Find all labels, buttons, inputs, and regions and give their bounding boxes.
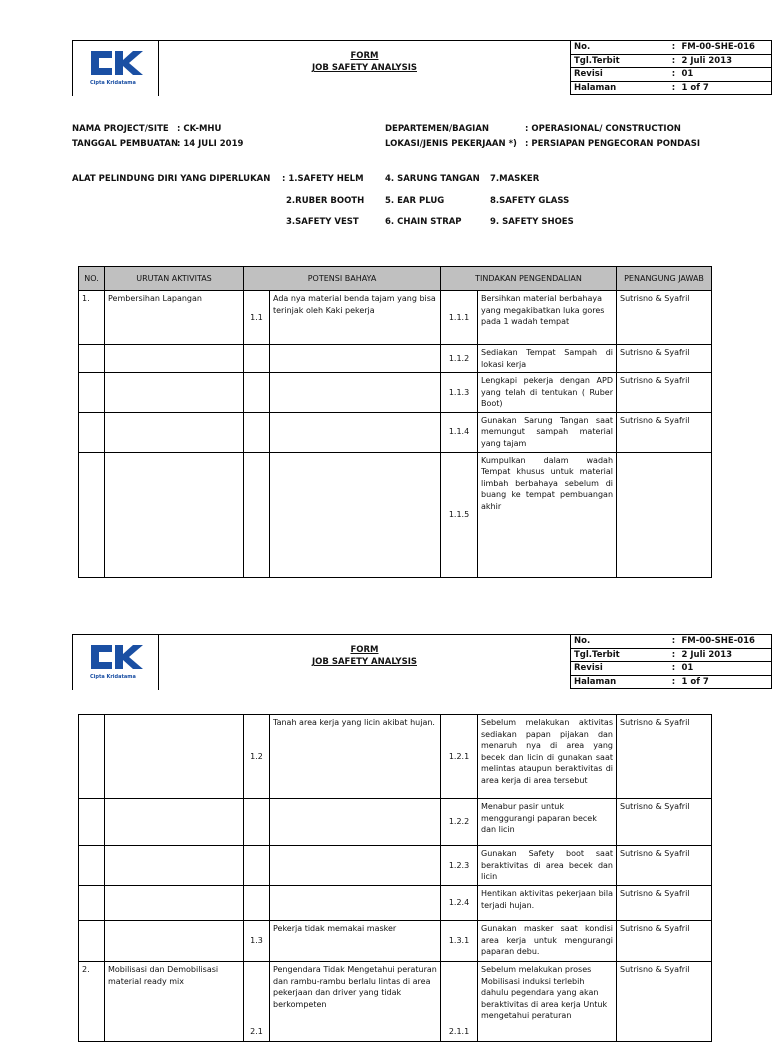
table-cell: 01: [679, 662, 772, 676]
logo-shape: [91, 51, 112, 75]
table-cell: 01: [679, 68, 772, 82]
apd-item: 5. EAR PLUG: [385, 196, 445, 206]
table-cell: [79, 452, 105, 577]
table-cell: [79, 373, 105, 413]
table-cell: Sutrisno & Syafril: [617, 921, 712, 962]
table-cell: [79, 412, 105, 452]
form-subtitle: JOB SAFETY ANALYSIS: [312, 657, 417, 667]
form-subtitle: JOB SAFETY ANALYSIS: [312, 63, 417, 73]
table-row: [79, 715, 712, 799]
table-cell: [79, 886, 105, 921]
table-cell: Tgl.Terbit: [571, 54, 669, 68]
table-cell: 2 Juli 2013: [679, 648, 772, 662]
table-cell: Halaman: [571, 675, 669, 689]
table-cell: Revisi: [571, 68, 669, 82]
dept-label: DEPARTEMEN/BAGIAN: [385, 124, 490, 134]
table-cell: FM-00-SHE-016: [679, 635, 772, 649]
table-cell: [270, 799, 441, 846]
apd-item: 3.SAFETY VEST: [286, 217, 359, 227]
table-cell: Gunakan Safety boot saat beraktivitas di area becek dan licin: [478, 846, 617, 886]
meta-row: [571, 675, 772, 689]
table-cell: 2.1: [244, 962, 270, 1042]
meta-row: [571, 635, 772, 649]
table-cell: Pembersihan Lapangan: [105, 291, 244, 345]
table-cell: Gunakan Sarung Tangan saat memungut sampah material yang tajam: [478, 412, 617, 452]
table-row: [79, 373, 712, 413]
table-cell: :: [669, 662, 679, 676]
table-cell: 1.2.3: [441, 846, 478, 886]
table-cell: [270, 846, 441, 886]
table-row: [79, 412, 712, 452]
table-cell: [79, 799, 105, 846]
table-cell: Tanah area kerja yang licin akibat hujan.: [270, 715, 441, 799]
table-cell: Kumpulkan dalam wadah Tempat khusus untuk material limbah berbahaya sebelum di buang ke tempat pembuangan akhir: [478, 452, 617, 577]
table-cell: [79, 345, 105, 373]
date-label: TANGGAL PEMBUATAN: [72, 139, 179, 149]
table-header-row: [79, 267, 712, 291]
project-label: NAMA PROJECT/SITE: [72, 124, 169, 134]
table-cell: :: [669, 54, 679, 68]
table-cell: Lengkapi pekerja dengan APD yang telah di tentukan ( Ruber Boot): [478, 373, 617, 413]
form-title: FORM: [350, 51, 379, 61]
table-cell: Sutrisno & Syafril: [617, 291, 712, 345]
jsa-table-continued: [78, 714, 712, 1042]
company-logo: [72, 634, 159, 690]
table-cell: [244, 886, 270, 921]
apd-item: 4. SARUNG TANGAN: [385, 174, 480, 184]
table-cell: [617, 452, 712, 577]
table-cell: [244, 373, 270, 413]
table-cell: :: [669, 41, 679, 55]
form-header: [72, 40, 755, 96]
table-cell: [105, 345, 244, 373]
logo-shape: [115, 51, 143, 75]
table-cell: Mobilisasi dan Demobilisasi material ready mix: [105, 962, 244, 1042]
table-cell: 1.3: [244, 921, 270, 962]
table-cell: :: [669, 648, 679, 662]
table-cell: 1 of 7: [679, 675, 772, 689]
table-cell: [79, 715, 105, 799]
apd-item: 9. SAFETY SHOES: [490, 217, 574, 227]
table-cell: No.: [571, 41, 669, 55]
col-header-pic: PENANGUNG JAWAB: [617, 267, 712, 291]
table-cell: Sutrisno & Syafril: [617, 715, 712, 799]
date-value: : 14 JULI 2019: [177, 139, 244, 149]
apd-item: 8.SAFETY GLASS: [490, 196, 570, 206]
doc-meta-table: [570, 40, 772, 95]
table-cell: 1.1.3: [441, 373, 478, 413]
table-cell: [105, 799, 244, 846]
table-row: [79, 291, 712, 345]
meta-row: [571, 81, 772, 95]
table-cell: [79, 846, 105, 886]
table-cell: Tgl.Terbit: [571, 648, 669, 662]
table-row: [79, 846, 712, 886]
meta-row: [571, 54, 772, 68]
table-cell: [270, 412, 441, 452]
table-cell: 1.1.1: [441, 291, 478, 345]
table-cell: 1 of 7: [679, 81, 772, 95]
table-cell: 2.: [79, 962, 105, 1042]
table-row: [79, 962, 712, 1042]
table-cell: 1.3.1: [441, 921, 478, 962]
apd-item: 2.RUBER BOOTH: [286, 196, 365, 206]
form-title: FORM: [350, 645, 379, 655]
apd-item: 6. CHAIN STRAP: [385, 217, 462, 227]
apd-item: : 1.SAFETY HELM: [282, 174, 364, 184]
table-cell: [105, 715, 244, 799]
logo-shape: [115, 645, 143, 669]
table-cell: 2.1.1: [441, 962, 478, 1042]
table-row: [79, 452, 712, 577]
table-cell: [270, 345, 441, 373]
table-cell: Sutrisno & Syafril: [617, 373, 712, 413]
table-cell: [244, 345, 270, 373]
project-value: : CK-MHU: [177, 124, 222, 134]
table-cell: [105, 452, 244, 577]
table-cell: [105, 846, 244, 886]
company-logo: [72, 40, 159, 96]
table-cell: Ada nya material benda tajam yang bisa terinjak oleh Kaki pekerja: [270, 291, 441, 345]
table-row: [79, 345, 712, 373]
table-cell: 1.2.2: [441, 799, 478, 846]
table-cell: FM-00-SHE-016: [679, 41, 772, 55]
table-row: [79, 886, 712, 921]
col-header-hazard: POTENSI BAHAYA: [244, 267, 441, 291]
table-cell: 1.1: [244, 291, 270, 345]
form-title-block: [159, 634, 570, 690]
table-cell: 1.: [79, 291, 105, 345]
meta-row: [571, 68, 772, 82]
ck-logo-icon: [88, 642, 144, 672]
meta-row: [571, 648, 772, 662]
logo-shape: [91, 645, 112, 669]
form-title-block: [159, 40, 570, 96]
table-cell: Gunakan masker saat kondisi area kerja untuk mengurangi paparan debu.: [478, 921, 617, 962]
table-cell: [105, 412, 244, 452]
location-value: : PERSIAPAN PENGECORAN PONDASI: [525, 139, 700, 149]
col-header-no: NO.: [79, 267, 105, 291]
logo-text: Cipta Kridatama: [90, 674, 136, 680]
table-cell: Revisi: [571, 662, 669, 676]
table-cell: Sutrisno & Syafril: [617, 345, 712, 373]
table-cell: [105, 921, 244, 962]
table-cell: 1.2.4: [441, 886, 478, 921]
table-cell: [244, 452, 270, 577]
table-cell: 1.2: [244, 715, 270, 799]
table-cell: :: [669, 675, 679, 689]
table-cell: [79, 921, 105, 962]
table-cell: Sutrisno & Syafril: [617, 846, 712, 886]
table-cell: Sediakan Tempat Sampah di lokasi kerja: [478, 345, 617, 373]
table-cell: 1.1.5: [441, 452, 478, 577]
col-header-control: TINDAKAN PENGENDALIAN: [441, 267, 617, 291]
table-cell: [270, 452, 441, 577]
table-cell: Hentikan aktivitas pekerjaan bila terjadi hujan.: [478, 886, 617, 921]
table-cell: Sutrisno & Syafril: [617, 799, 712, 846]
table-cell: [105, 886, 244, 921]
table-cell: [244, 846, 270, 886]
meta-row: [571, 662, 772, 676]
table-cell: :: [669, 81, 679, 95]
table-cell: Pekerja tidak memakai masker: [270, 921, 441, 962]
table-cell: Sutrisno & Syafril: [617, 412, 712, 452]
table-cell: [105, 373, 244, 413]
table-cell: :: [669, 68, 679, 82]
apd-item: 7.MASKER: [490, 174, 540, 184]
table-cell: Sebelum melakukan aktivitas sediakan papan pijakan dan menaruh nya di area yang becek dan licin di gunakan saat melintas ataupun beraktivitas di area kerja di area tersebut: [478, 715, 617, 799]
table-cell: Pengendara Tidak Mengetahui peraturan dan rambu-rambu berlalu lintas di area pekerjaan dan driver yang tidak berkompeten: [270, 962, 441, 1042]
table-cell: [270, 373, 441, 413]
ck-logo-icon: [88, 48, 144, 78]
table-cell: [244, 799, 270, 846]
table-cell: Sebelum melakukan proses Mobilisasi induksi terlebih dahulu pegendara yang akan beraktivitas di area kerja Untuk mengetahui peraturan: [478, 962, 617, 1042]
table-cell: 1.2.1: [441, 715, 478, 799]
logo-text: Cipta Kridatama: [90, 80, 136, 86]
table-cell: 1.1.4: [441, 412, 478, 452]
col-header-activity: URUTAN AKTIVITAS: [105, 267, 244, 291]
meta-row: [571, 41, 772, 55]
table-row: [79, 921, 712, 962]
form-header: [72, 634, 755, 690]
table-cell: No.: [571, 635, 669, 649]
table-cell: Halaman: [571, 81, 669, 95]
table-cell: Sutrisno & Syafril: [617, 886, 712, 921]
location-label: LOKASI/JENIS PEKERJAAN *): [385, 139, 517, 149]
table-cell: [270, 886, 441, 921]
table-cell: [244, 412, 270, 452]
table-cell: Sutrisno & Syafril: [617, 962, 712, 1042]
table-cell: Bersihkan material berbahaya yang megakibatkan luka gores pada 1 wadah tempat: [478, 291, 617, 345]
table-cell: Menabur pasir untuk menggurangi paparan becek dan licin: [478, 799, 617, 846]
doc-meta-table: [570, 634, 772, 689]
table-row: [79, 799, 712, 846]
jsa-table: [78, 266, 712, 578]
dept-value: : OPERASIONAL/ CONSTRUCTION: [525, 124, 681, 134]
table-cell: 1.1.2: [441, 345, 478, 373]
apd-label: ALAT PELINDUNG DIRI YANG DIPERLUKAN: [72, 174, 271, 184]
table-cell: :: [669, 635, 679, 649]
table-cell: 2 Juli 2013: [679, 54, 772, 68]
